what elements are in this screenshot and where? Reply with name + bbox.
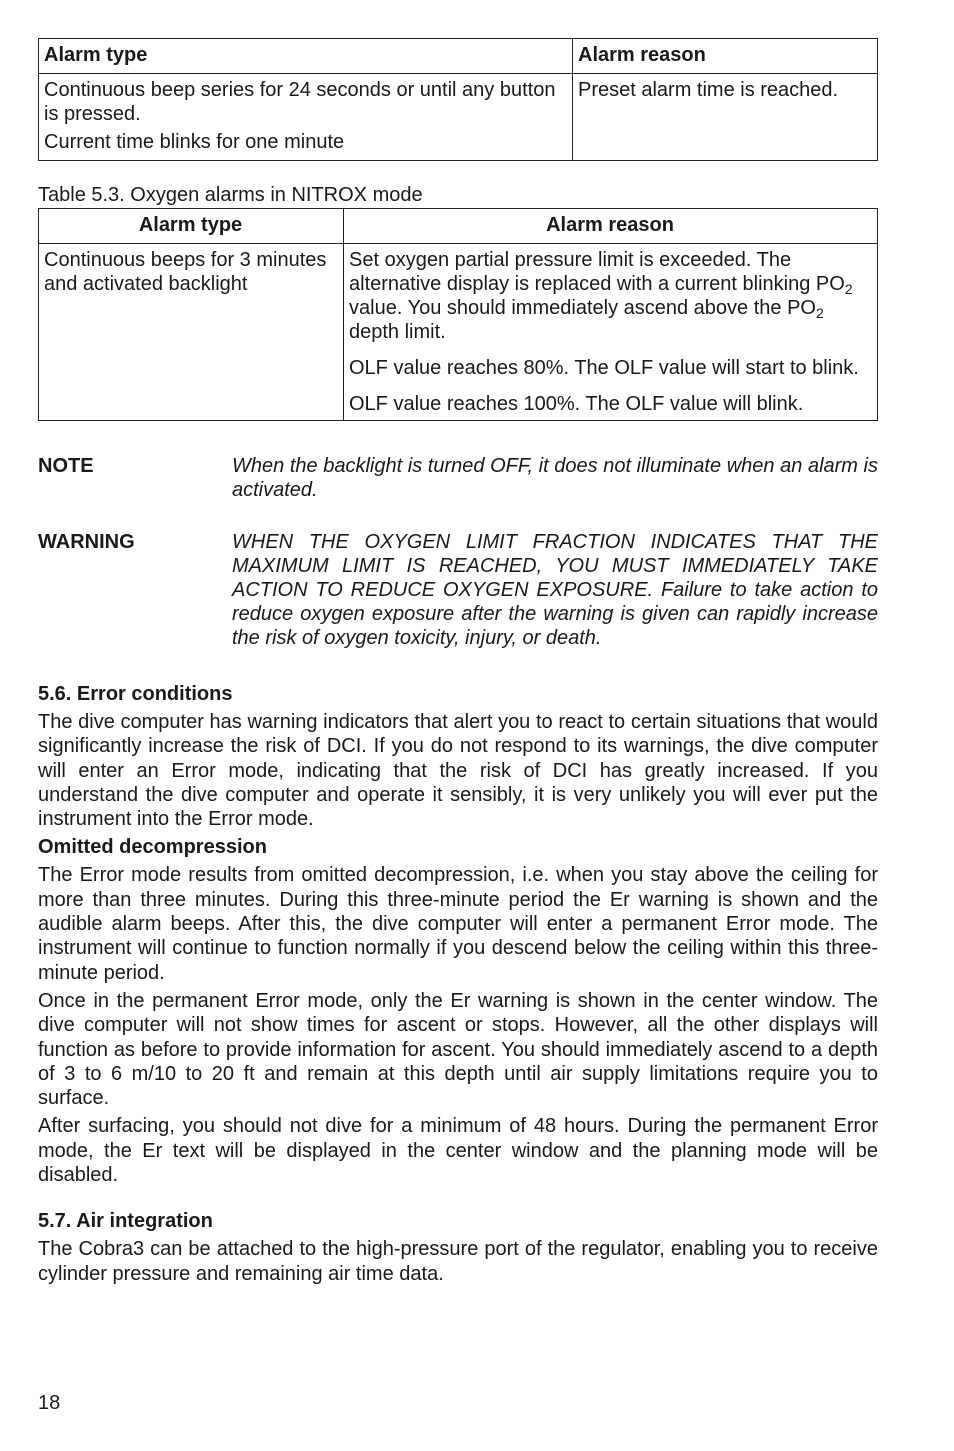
note-text: When the backlight is turned OFF, it does not illuminate when an alarm is activated. bbox=[232, 455, 878, 501]
clock-alarm-table bbox=[38, 38, 878, 161]
air-integration-paragraph: The Cobra3 can be attached to the high-pressure port of the regulator, enabling you to receive cylinder pressure and remaining air time data. bbox=[38, 1238, 878, 1285]
alarm-type-line: Current time blinks for one minute bbox=[44, 131, 345, 153]
column-header-alarm-reason: Alarm reason bbox=[344, 209, 878, 244]
alarm-type-line: Continuous beep series for 24 seconds or until any button is pressed. bbox=[44, 79, 556, 125]
permanent-error-paragraph: Once in the permanent Error mode, only the Er warning is shown in the center window. The dive computer will not show times for ascent or stops. However, all the other displays will function as before to provide information for ascent. You should immediately ascend to a depth of 3 to 6 m/10 to 20 ft and remain at this depth until air supply limitations require you to surface. bbox=[38, 989, 878, 1110]
column-header-alarm-type: Alarm type bbox=[39, 209, 344, 244]
warning-text: WHEN THE OXYGEN LIMIT FRACTION INDICATES THAT THE MAXIMUM LIMIT IS REACHED, YOU MUST IMMEDIATELY TAKE ACTION TO REDUCE OXYGEN EXPOSURE. Failure to take action to reduce oxygen exposure after the warning is given can rapidly increase the risk of oxygen toxicity, injury, or death. bbox=[232, 531, 878, 649]
warning-label: WARNING bbox=[38, 531, 135, 553]
column-header-alarm-type: Alarm type bbox=[39, 39, 573, 74]
note-block bbox=[38, 454, 878, 502]
column-header-alarm-reason: Alarm reason bbox=[573, 39, 878, 74]
oxygen-alarm-table bbox=[38, 208, 878, 421]
table-row bbox=[39, 244, 878, 421]
alarm-reason-cell bbox=[344, 244, 878, 421]
alarm-type-cell: Continuous beeps for 3 minutes and activated backlight bbox=[39, 244, 344, 421]
table-row bbox=[39, 74, 878, 161]
section-heading-error-conditions: 5.6. Error conditions bbox=[38, 683, 233, 705]
table-header-row bbox=[39, 39, 878, 74]
error-conditions-intro: The dive computer has warning indicators that alert you to react to certain situations that would significantly increase the risk of DCI. If you do not respond to its warnings, the dive computer will enter an Error mode, indicating that the risk of DCI has greatly increased. If you understand the dive computer and operate it sensibly, it is very unlikely you will ever put the instrument into the Error mode. bbox=[38, 711, 878, 831]
reason-olf-100: OLF value reaches 100%. The OLF value will blink. bbox=[349, 393, 804, 415]
omitted-decompression-paragraph: The Error mode results from omitted decompression, i.e. when you stay above the ceiling for more than three minutes. During this three-minute period the Er warning is shown and the audible alarm beeps. After this, the dive computer will enter a permanent Error mode. The instrument will continue to function normally if you descend below the ceiling within this three-minute period. bbox=[38, 864, 878, 984]
section-heading-air-integration: 5.7. Air integration bbox=[38, 1210, 213, 1233]
table-caption: Table 5.3. Oxygen alarms in NITROX mode bbox=[38, 184, 423, 206]
note-label: NOTE bbox=[38, 455, 94, 477]
reason-olf-80: OLF value reaches 80%. The OLF value will start to blink. bbox=[349, 357, 859, 379]
warning-block bbox=[38, 530, 878, 650]
manual-page bbox=[38, 38, 878, 1286]
table-header-row bbox=[39, 209, 878, 244]
page-number: 18 bbox=[38, 1392, 61, 1414]
alarm-reason-cell: Preset alarm time is reached. bbox=[573, 74, 878, 161]
reason-po2-exceeded: Set oxygen partial pressure limit is exceeded. The alternative display is replaced with a current blinking $PO_2$ value. You should immediately ascend above the $PO_2$ depth limit. bbox=[349, 249, 853, 343]
after-surfacing-paragraph: After surfacing, you should not dive for a minimum of 48 hours. During the permanent Error mode, the Er text will be displayed in the center window and the planning mode will be disabled. bbox=[38, 1115, 878, 1187]
subheading-omitted-decompression: Omitted decompression bbox=[38, 836, 267, 859]
alarm-type-cell bbox=[39, 74, 573, 161]
